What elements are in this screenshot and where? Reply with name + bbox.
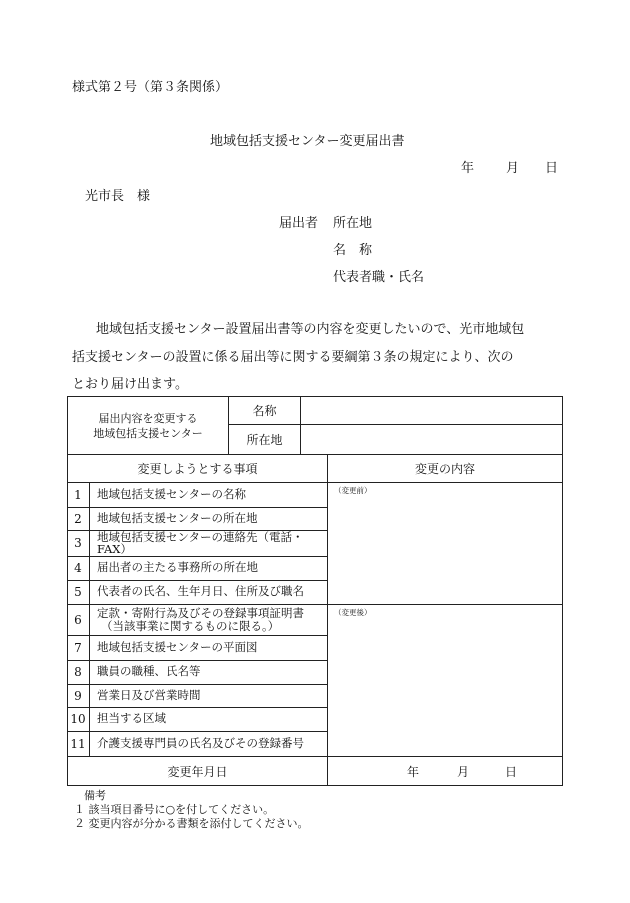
item-text: 届出者の主たる事務所の所在地	[97, 560, 258, 574]
item-number[interactable]: 8	[74, 665, 82, 679]
center-address-field[interactable]	[301, 425, 562, 454]
item-text: 担当する区域	[97, 711, 166, 725]
item-number[interactable]: 9	[74, 688, 82, 703]
addressee: 光市長 様	[85, 189, 151, 204]
change-date-year: 年	[407, 765, 420, 779]
content-header: 変更の内容	[414, 462, 475, 476]
notes-heading: 備考	[84, 789, 106, 802]
item-text: 営業日及び営業時間	[97, 688, 201, 702]
center-address-label: 所在地	[246, 433, 283, 447]
after-change-label: （変更後）	[334, 608, 372, 617]
item-text-continued: （当該事業に関するものに限る。）	[101, 619, 280, 633]
body-line-3: とおり届け出ます。	[72, 377, 188, 392]
item-number[interactable]: 3	[74, 536, 82, 550]
document-title: 地域包括支援センター変更届出書	[210, 134, 405, 149]
item-text: 介護支援専門員の氏名及びその登録番号	[97, 736, 304, 750]
item-text: 地域包括支援センターの平面図	[97, 640, 258, 654]
target-center-label: 届出内容を変更する 地域包括支援センター	[93, 411, 203, 440]
item-number[interactable]: 10	[70, 712, 86, 726]
change-date-month: 月	[457, 765, 470, 779]
before-change-label: （変更前）	[334, 486, 372, 495]
date-day-label: 日	[545, 161, 559, 176]
item-number[interactable]: 11	[70, 736, 86, 751]
item-text: 職員の職種、氏名等	[97, 664, 201, 678]
date-year-label: 年	[461, 161, 475, 176]
body-line-2: 括支援センターの設置に係る届出等に関する要綱第３条の規定により、次の	[72, 350, 514, 365]
item-number[interactable]: 2	[74, 511, 82, 526]
item-text: 地域包括支援センターの名称	[97, 487, 247, 501]
change-date-label: 変更年月日	[167, 764, 228, 779]
item-number[interactable]: 1	[74, 487, 82, 502]
form-number: 様式第２号（第３条関係）	[72, 80, 229, 95]
item-number[interactable]: 7	[74, 640, 82, 655]
item-number[interactable]: 5	[74, 585, 82, 599]
items-header: 変更しようとする事項	[137, 462, 258, 476]
submitter-label: 届出者	[279, 216, 319, 231]
item-text: 地域包括支援センターの所在地	[97, 511, 258, 525]
change-date-field[interactable]	[328, 757, 562, 785]
center-name-label: 名称	[252, 404, 277, 418]
submitter-name-label: 名 称	[333, 243, 373, 258]
body-line-1: 地域包括支援センター設置届出書等の内容を変更したいので、光市地域包	[96, 322, 525, 337]
item-text: 定款・寄附行為及びその登録事項証明書	[97, 606, 304, 620]
date-month-label: 月	[506, 161, 520, 176]
change-date-day: 日	[505, 765, 518, 779]
submitter-address-label: 所在地	[333, 216, 373, 231]
item-text: 地域包括支援センターの連絡先（電話・	[97, 530, 304, 544]
after-change-field[interactable]	[328, 605, 562, 756]
note-2: ２ 変更内容が分かる書類を添付してください。	[74, 817, 309, 830]
item-text: 代表者の氏名、生年月日、住所及び職名	[97, 584, 304, 598]
item-text-continued: FAX）	[97, 542, 132, 556]
before-change-field[interactable]	[328, 483, 562, 604]
center-name-field[interactable]	[301, 397, 562, 424]
item-number[interactable]: 6	[74, 612, 82, 627]
submitter-representative-label: 代表者職・氏名	[333, 270, 425, 285]
item-number[interactable]: 4	[74, 561, 82, 575]
note-1: １ 該当項目番号に○を付してください。	[74, 803, 275, 816]
